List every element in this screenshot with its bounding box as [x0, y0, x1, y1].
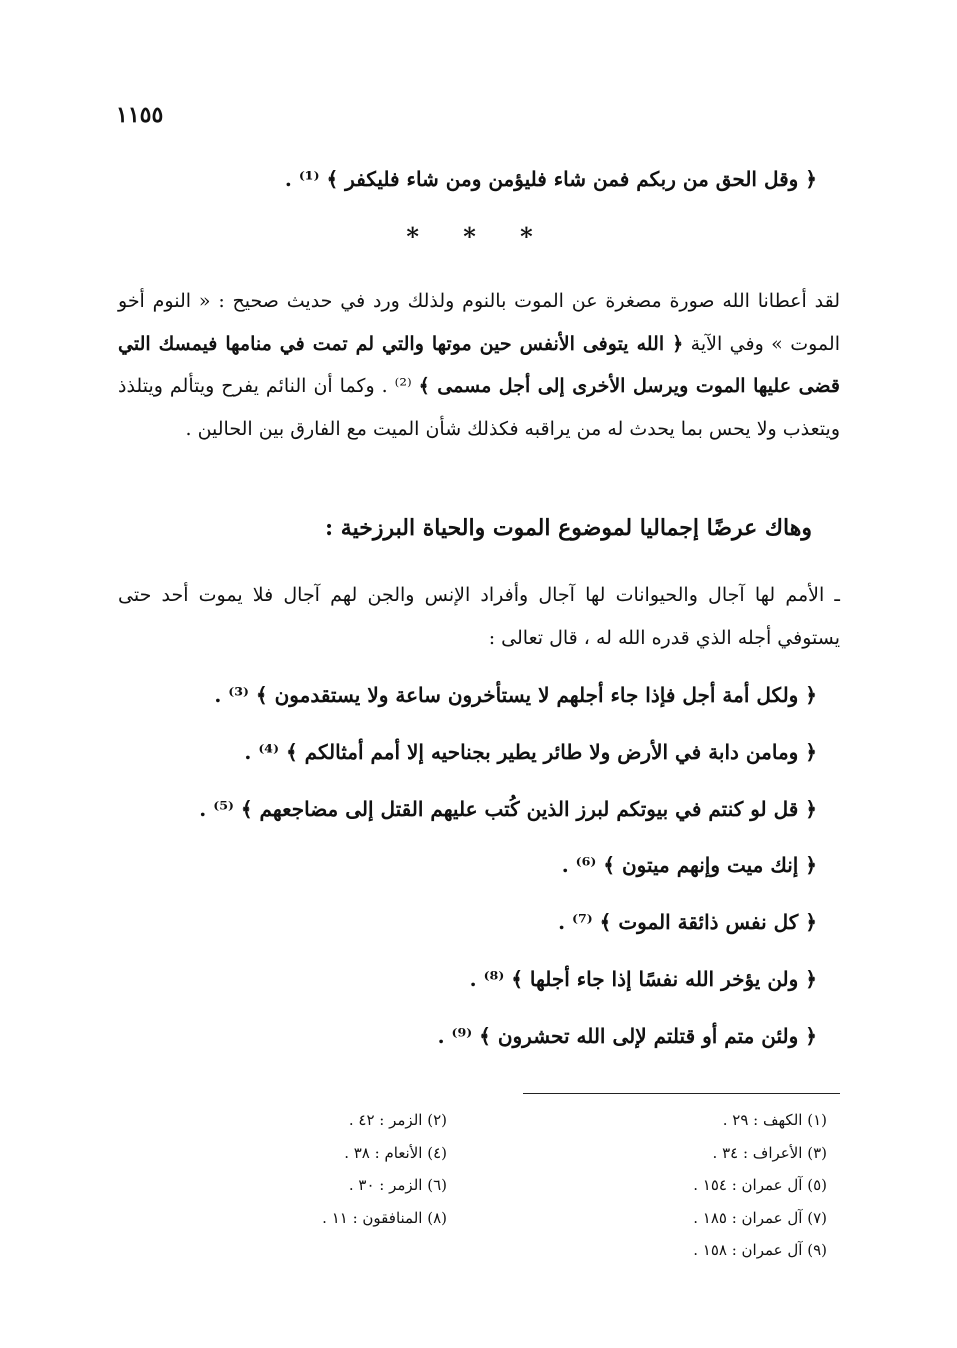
intro-paragraph: [118, 280, 840, 450]
verse-7: ﴿ ولئن متم أو قتلتم لإلى الله تحشرون ﴾ ⁽⁹⁾ .: [437, 1024, 817, 1048]
footnote-7: (٧) آل عمران : ١٨٥ .: [693, 1208, 827, 1227]
verse-2: ﴿ ومامن دابة في الأرض ولا طائر يطير بجناحيه إلا أمم أمثالكم ﴾ ⁽⁴⁾ .: [244, 740, 817, 764]
list-paragraph: ـ الأمم لها آجال والحيوانات لها آجال وأفراد الإنس والجن لهم آجال فلا يموت أحد حتى يستوفي أجله الذي قدره الله له ، قال تعالى :: [118, 584, 840, 649]
page-number: ١١٥٥: [116, 102, 164, 128]
intro-verse: ﴿ الله يتوفى الأنفس حين موتها والتي لم تمت في منامها فيمسك التي قضى عليها الموت ويرسل الأخرى إلى أجل مسمى ﴾: [118, 332, 840, 398]
section-separator: * * *: [406, 222, 551, 251]
section-heading: وهاك عرضًا إجماليا لموضوع الموت والحياة البرزخية :: [325, 515, 812, 541]
intro-text-1: لقد أعطانا الله صورة مصغرة عن الموت بالنوم ولذلك ورد في حديث صحيح : « النوم أخو الموت » وفي الآية: [118, 290, 840, 355]
verse-3: ﴿ قل لو كنتم في بيوتكم لبرز الذين كُتب عليهم القتل إلى مضاجعهم ﴾ ⁽⁵⁾ .: [199, 797, 817, 821]
footnote-9: (٩) آل عمران : ١٥٨ .: [693, 1241, 827, 1259]
footnote-1: (١) الكهف : ٢٩ .: [722, 1111, 827, 1129]
verse-4: ﴿ إنك ميت وإنهم ميتون ﴾ ⁽⁶⁾ .: [561, 853, 817, 877]
verse-1: ﴿ ولكل أمة أجل فإذا جاء أجلهم لا يستأخرون ساعة ولا يستقدمون ﴾ ⁽³⁾ .: [214, 683, 817, 707]
footnote-2: (٢) الزمر : ٤٢ .: [348, 1111, 447, 1129]
footnotes-right-column: [693, 1104, 827, 1267]
footnote-5: (٥) آل عمران : ١٥٤ .: [693, 1176, 827, 1194]
verse-5: ﴿ كل نفس ذائقة الموت ﴾ ⁽⁷⁾ .: [558, 910, 817, 934]
footnote-3: (٣) الأعراف : ٣٤ .: [712, 1143, 827, 1162]
footnote-6: (٦) الزمر : ٣٠ .: [348, 1176, 447, 1194]
footnote-8: (٨) المنافقون : ١١ .: [322, 1208, 447, 1227]
footnotes-left-column: [322, 1104, 447, 1234]
opening-verse: ﴿ وقل الحق من ربكم فمن شاء فليؤمن ومن شاء فليكفر ﴾ ⁽¹⁾ .: [284, 167, 817, 191]
footnote-4: (٤) الأنعام : ٣٨ .: [344, 1143, 447, 1162]
intro-text-2: ⁽²⁾ . وكما أن النائم يفرح ويتألم ويتلذذ ويتعذب ولا يحس بما يحدث له من يراقبه فكذلك شأن الميت مع الفارق بين الحالين .: [118, 375, 840, 440]
footnote-separator: [523, 1093, 840, 1094]
verse-6: ﴿ ولن يؤخر الله نفسًا إذا جاء أجلها ﴾ ⁽⁸⁾ .: [469, 967, 817, 991]
